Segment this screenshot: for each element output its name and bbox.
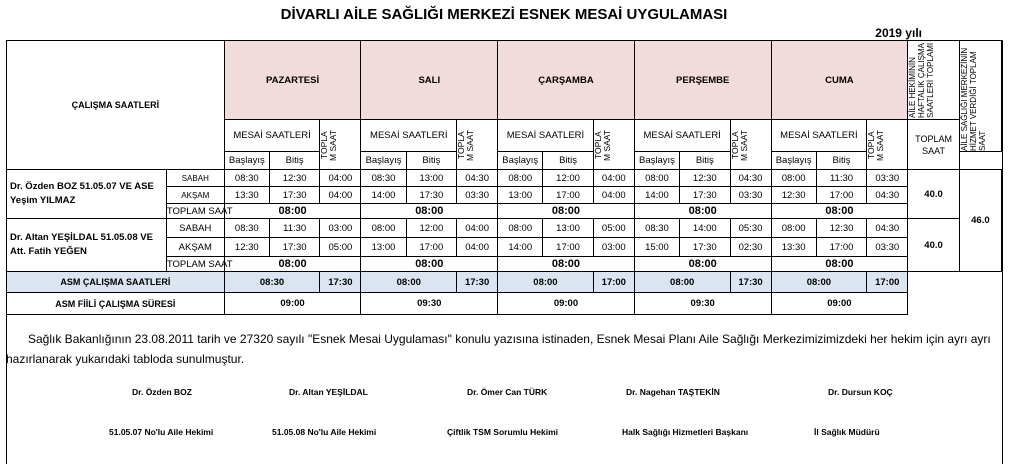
time-cell: 17:00 bbox=[543, 187, 593, 204]
overtime-header: MESAİ SAATLERİ bbox=[361, 120, 457, 152]
time-cell: 13:30 bbox=[224, 187, 269, 204]
time-cell: 17:30 bbox=[269, 238, 319, 257]
page-title: DİVARLI AİLE SAĞLIĞI MERKEZİ ESNEK MESAİ UYGULAMASI bbox=[280, 6, 728, 23]
weekly-total: 40.0 bbox=[908, 219, 960, 272]
time-cell: 17:00 bbox=[543, 238, 593, 257]
asm-hours-col-header bbox=[959, 41, 1001, 152]
asm-end: 17:00 bbox=[867, 272, 908, 293]
day-header: ÇARŞAMBA bbox=[498, 41, 635, 120]
time-cell: 08:30 bbox=[224, 170, 269, 187]
day-header: SALI bbox=[361, 41, 498, 120]
start-header: Başlayış bbox=[224, 152, 269, 170]
signature-title: Çiftlik TSM Sorumlu Hekimi bbox=[447, 427, 558, 437]
time-cell: 08:00 bbox=[498, 219, 543, 238]
duration-cell: 05:00 bbox=[593, 219, 634, 238]
signature-name: Dr. Nagehan TAŞTEKİN bbox=[626, 387, 720, 397]
day-total: 08:00 bbox=[498, 257, 635, 272]
time-cell: 17:00 bbox=[816, 187, 866, 204]
duration-cell: 04:30 bbox=[730, 170, 771, 187]
work-hours-header: ÇALIŞMA SAATLERİ bbox=[7, 41, 225, 170]
duration-cell: 04:00 bbox=[593, 187, 634, 204]
time-cell: 14:00 bbox=[634, 187, 679, 204]
weekly-hours-label: AİLE HEKİMİNİN HAFTALIK ÇALIŞMA SAATLERİ TOPLAMI bbox=[908, 42, 936, 118]
asm-actual-label: ASM FİİLİ ÇALIŞMA SÜRESİ bbox=[7, 293, 225, 315]
total-header: TOPLA M SAAT bbox=[729, 129, 749, 161]
duration-cell: 04:00 bbox=[320, 187, 361, 204]
time-cell: 14:00 bbox=[498, 238, 543, 257]
duration-cell: 03:30 bbox=[457, 187, 498, 204]
duration-cell: 03:30 bbox=[867, 170, 908, 187]
time-cell: 15:00 bbox=[634, 238, 679, 257]
day-header: CUMA bbox=[771, 41, 908, 120]
end-header: Bitiş bbox=[406, 152, 456, 170]
time-cell: 14:00 bbox=[680, 219, 730, 238]
time-cell: 08:30 bbox=[224, 219, 269, 238]
year-label: 2019 yılı bbox=[875, 26, 922, 40]
duration-cell: 03:00 bbox=[593, 238, 634, 257]
end-header: Bitiş bbox=[680, 152, 730, 170]
asm-actual-value: 09:30 bbox=[634, 293, 771, 315]
duration-cell: 05:00 bbox=[320, 238, 361, 257]
asm-hours-label: ASM ÇALIŞMA SAATLERİ bbox=[7, 272, 225, 293]
asm-start: 08:30 bbox=[224, 272, 320, 293]
duration-cell: 04:00 bbox=[457, 238, 498, 257]
day-total: 08:00 bbox=[361, 257, 498, 272]
start-header: Başlayış bbox=[634, 152, 679, 170]
shift-label: SABAH bbox=[166, 219, 224, 238]
duration-cell: 04:30 bbox=[457, 170, 498, 187]
duration-cell: 03:00 bbox=[320, 219, 361, 238]
time-cell: 17:30 bbox=[406, 187, 456, 204]
signature-title: 51.05.07 No'lu Aile Hekimi bbox=[109, 427, 214, 437]
time-cell: 08:00 bbox=[498, 170, 543, 187]
signature-name: Dr. Dursun KOÇ bbox=[828, 387, 893, 397]
schedule-table bbox=[6, 40, 1002, 315]
time-cell: 14:00 bbox=[361, 187, 406, 204]
duration-cell: 02:30 bbox=[730, 238, 771, 257]
weekly-total: 40.0 bbox=[908, 170, 960, 219]
signature-title: 51.05.08 No'lu Aile Hekimi bbox=[272, 427, 377, 437]
day-total: 08:00 bbox=[498, 204, 635, 219]
asm-start: 08:00 bbox=[498, 272, 594, 293]
overtime-header: MESAİ SAATLERİ bbox=[498, 120, 594, 152]
time-cell: 12:30 bbox=[680, 170, 730, 187]
end-header: Bitiş bbox=[269, 152, 319, 170]
time-cell: 08:00 bbox=[361, 219, 406, 238]
end-header: Bitiş bbox=[816, 152, 866, 170]
start-header: Başlayış bbox=[498, 152, 543, 170]
asm-end: 17:00 bbox=[593, 272, 634, 293]
weekly-hours-col-header bbox=[908, 41, 960, 120]
time-cell: 08:00 bbox=[771, 219, 816, 238]
asm-total: 46.0 bbox=[959, 170, 1001, 272]
signature-name: Dr. Altan YEŞİLDAL bbox=[289, 387, 368, 397]
day-total: 08:00 bbox=[224, 257, 361, 272]
time-cell: 17:00 bbox=[406, 238, 456, 257]
asm-end: 17:30 bbox=[457, 272, 498, 293]
time-cell: 11:30 bbox=[269, 219, 319, 238]
total-header: TOPLA M SAAT bbox=[456, 129, 476, 161]
time-cell: 12:30 bbox=[816, 219, 866, 238]
total-hours-header: TOPLAM SAAT bbox=[908, 120, 960, 170]
day-header: PERŞEMBE bbox=[634, 41, 771, 120]
shift-total-label: TOPLAM SAAT bbox=[166, 205, 233, 217]
signature-title: Halk Sağlığı Hizmetleri Başkanı bbox=[622, 427, 749, 437]
day-total: 08:00 bbox=[634, 257, 771, 272]
asm-end: 17:30 bbox=[320, 272, 361, 293]
signature-title: İl Sağlık Müdürü bbox=[814, 427, 880, 437]
signature-name: Dr. Özden BOZ bbox=[132, 387, 192, 397]
time-cell: 17:30 bbox=[680, 187, 730, 204]
day-total: 08:00 bbox=[771, 257, 908, 272]
duration-cell: 04:00 bbox=[320, 170, 361, 187]
time-cell: 17:30 bbox=[680, 238, 730, 257]
time-cell: 17:30 bbox=[269, 187, 319, 204]
asm-actual-value: 09:30 bbox=[361, 293, 498, 315]
overtime-header: MESAİ SAATLERİ bbox=[634, 120, 730, 152]
shift-total-label: TOPLAM SAAT bbox=[166, 258, 233, 270]
asm-actual-value: 09:00 bbox=[771, 293, 908, 315]
time-cell: 11:30 bbox=[816, 170, 866, 187]
asm-start: 08:00 bbox=[361, 272, 457, 293]
day-total: 08:00 bbox=[634, 204, 771, 219]
duration-cell: 04:00 bbox=[457, 219, 498, 238]
time-cell: 13:00 bbox=[543, 219, 593, 238]
time-cell: 08:00 bbox=[634, 170, 679, 187]
time-cell: 12:00 bbox=[543, 170, 593, 187]
shift-label: SABAH bbox=[166, 170, 224, 187]
duration-cell: 03:30 bbox=[867, 238, 908, 257]
overtime-header: MESAİ SAATLERİ bbox=[771, 120, 867, 152]
end-header: Bitiş bbox=[543, 152, 593, 170]
asm-end: 17:30 bbox=[730, 272, 771, 293]
team-name: Dr. Özden BOZ 51.05.07 VE ASE Yeşim YILMAZ bbox=[7, 170, 167, 219]
time-cell: 13:00 bbox=[498, 187, 543, 204]
team-name: Dr. Altan YEŞİLDAL 51.05.08 VE Att. Fatih YEĞEN bbox=[7, 219, 167, 272]
time-cell: 12:30 bbox=[269, 170, 319, 187]
asm-start: 08:00 bbox=[634, 272, 730, 293]
total-header: TOPLA M SAAT bbox=[866, 129, 886, 161]
time-cell: 13:30 bbox=[771, 238, 816, 257]
shift-label: AKŞAM bbox=[166, 187, 224, 204]
overtime-header: MESAİ SAATLERİ bbox=[224, 120, 320, 152]
time-cell: 08:00 bbox=[771, 170, 816, 187]
asm-actual-value: 09:00 bbox=[498, 293, 635, 315]
shift-label: AKŞAM bbox=[166, 238, 224, 257]
day-total: 08:00 bbox=[771, 204, 908, 219]
duration-cell: 03:30 bbox=[730, 187, 771, 204]
duration-cell: 04:30 bbox=[867, 187, 908, 204]
day-total: 08:00 bbox=[361, 204, 498, 219]
start-header: Başlayış bbox=[771, 152, 816, 170]
time-cell: 12:30 bbox=[771, 187, 816, 204]
time-cell: 17:00 bbox=[816, 238, 866, 257]
time-cell: 12:00 bbox=[406, 219, 456, 238]
duration-cell: 04:00 bbox=[593, 170, 634, 187]
time-cell: 13:00 bbox=[361, 238, 406, 257]
time-cell: 08:30 bbox=[634, 219, 679, 238]
time-cell: 13:00 bbox=[406, 170, 456, 187]
total-header: TOPLA M SAAT bbox=[592, 129, 612, 161]
day-total: 08:00 bbox=[224, 204, 361, 219]
start-header: Başlayış bbox=[361, 152, 406, 170]
time-cell: 08:30 bbox=[361, 170, 406, 187]
day-header: PAZARTESİ bbox=[224, 41, 361, 120]
time-cell: 12:30 bbox=[224, 238, 269, 257]
duration-cell: 05:30 bbox=[730, 219, 771, 238]
signature-name: Dr. Ömer Can TÜRK bbox=[467, 387, 548, 397]
duration-cell: 04:30 bbox=[867, 219, 908, 238]
total-header: TOPLA M SAAT bbox=[319, 129, 339, 161]
asm-start: 08:00 bbox=[771, 272, 867, 293]
asm-actual-value: 09:00 bbox=[224, 293, 361, 315]
info-paragraph: Sağlık Bakanlığının 23.08.2011 tarih ve 27320 sayılı "Esnek Mesai Uygulaması" konulu yazısına istinaden, Esnek Mesai Planı Aile Sağlığı Merkezimizimizdeki her hekim için ayrı ayrı hazırlanarak yukarıdaki tabloda sunulmuştur. bbox=[6, 332, 991, 366]
asm-hours-label: AİLE SAĞLIĞI MERKEZİNİN HİZMET VERDİĞİ TOPLAM SAAT bbox=[959, 47, 987, 151]
schedule-sheet bbox=[6, 4, 1002, 464]
